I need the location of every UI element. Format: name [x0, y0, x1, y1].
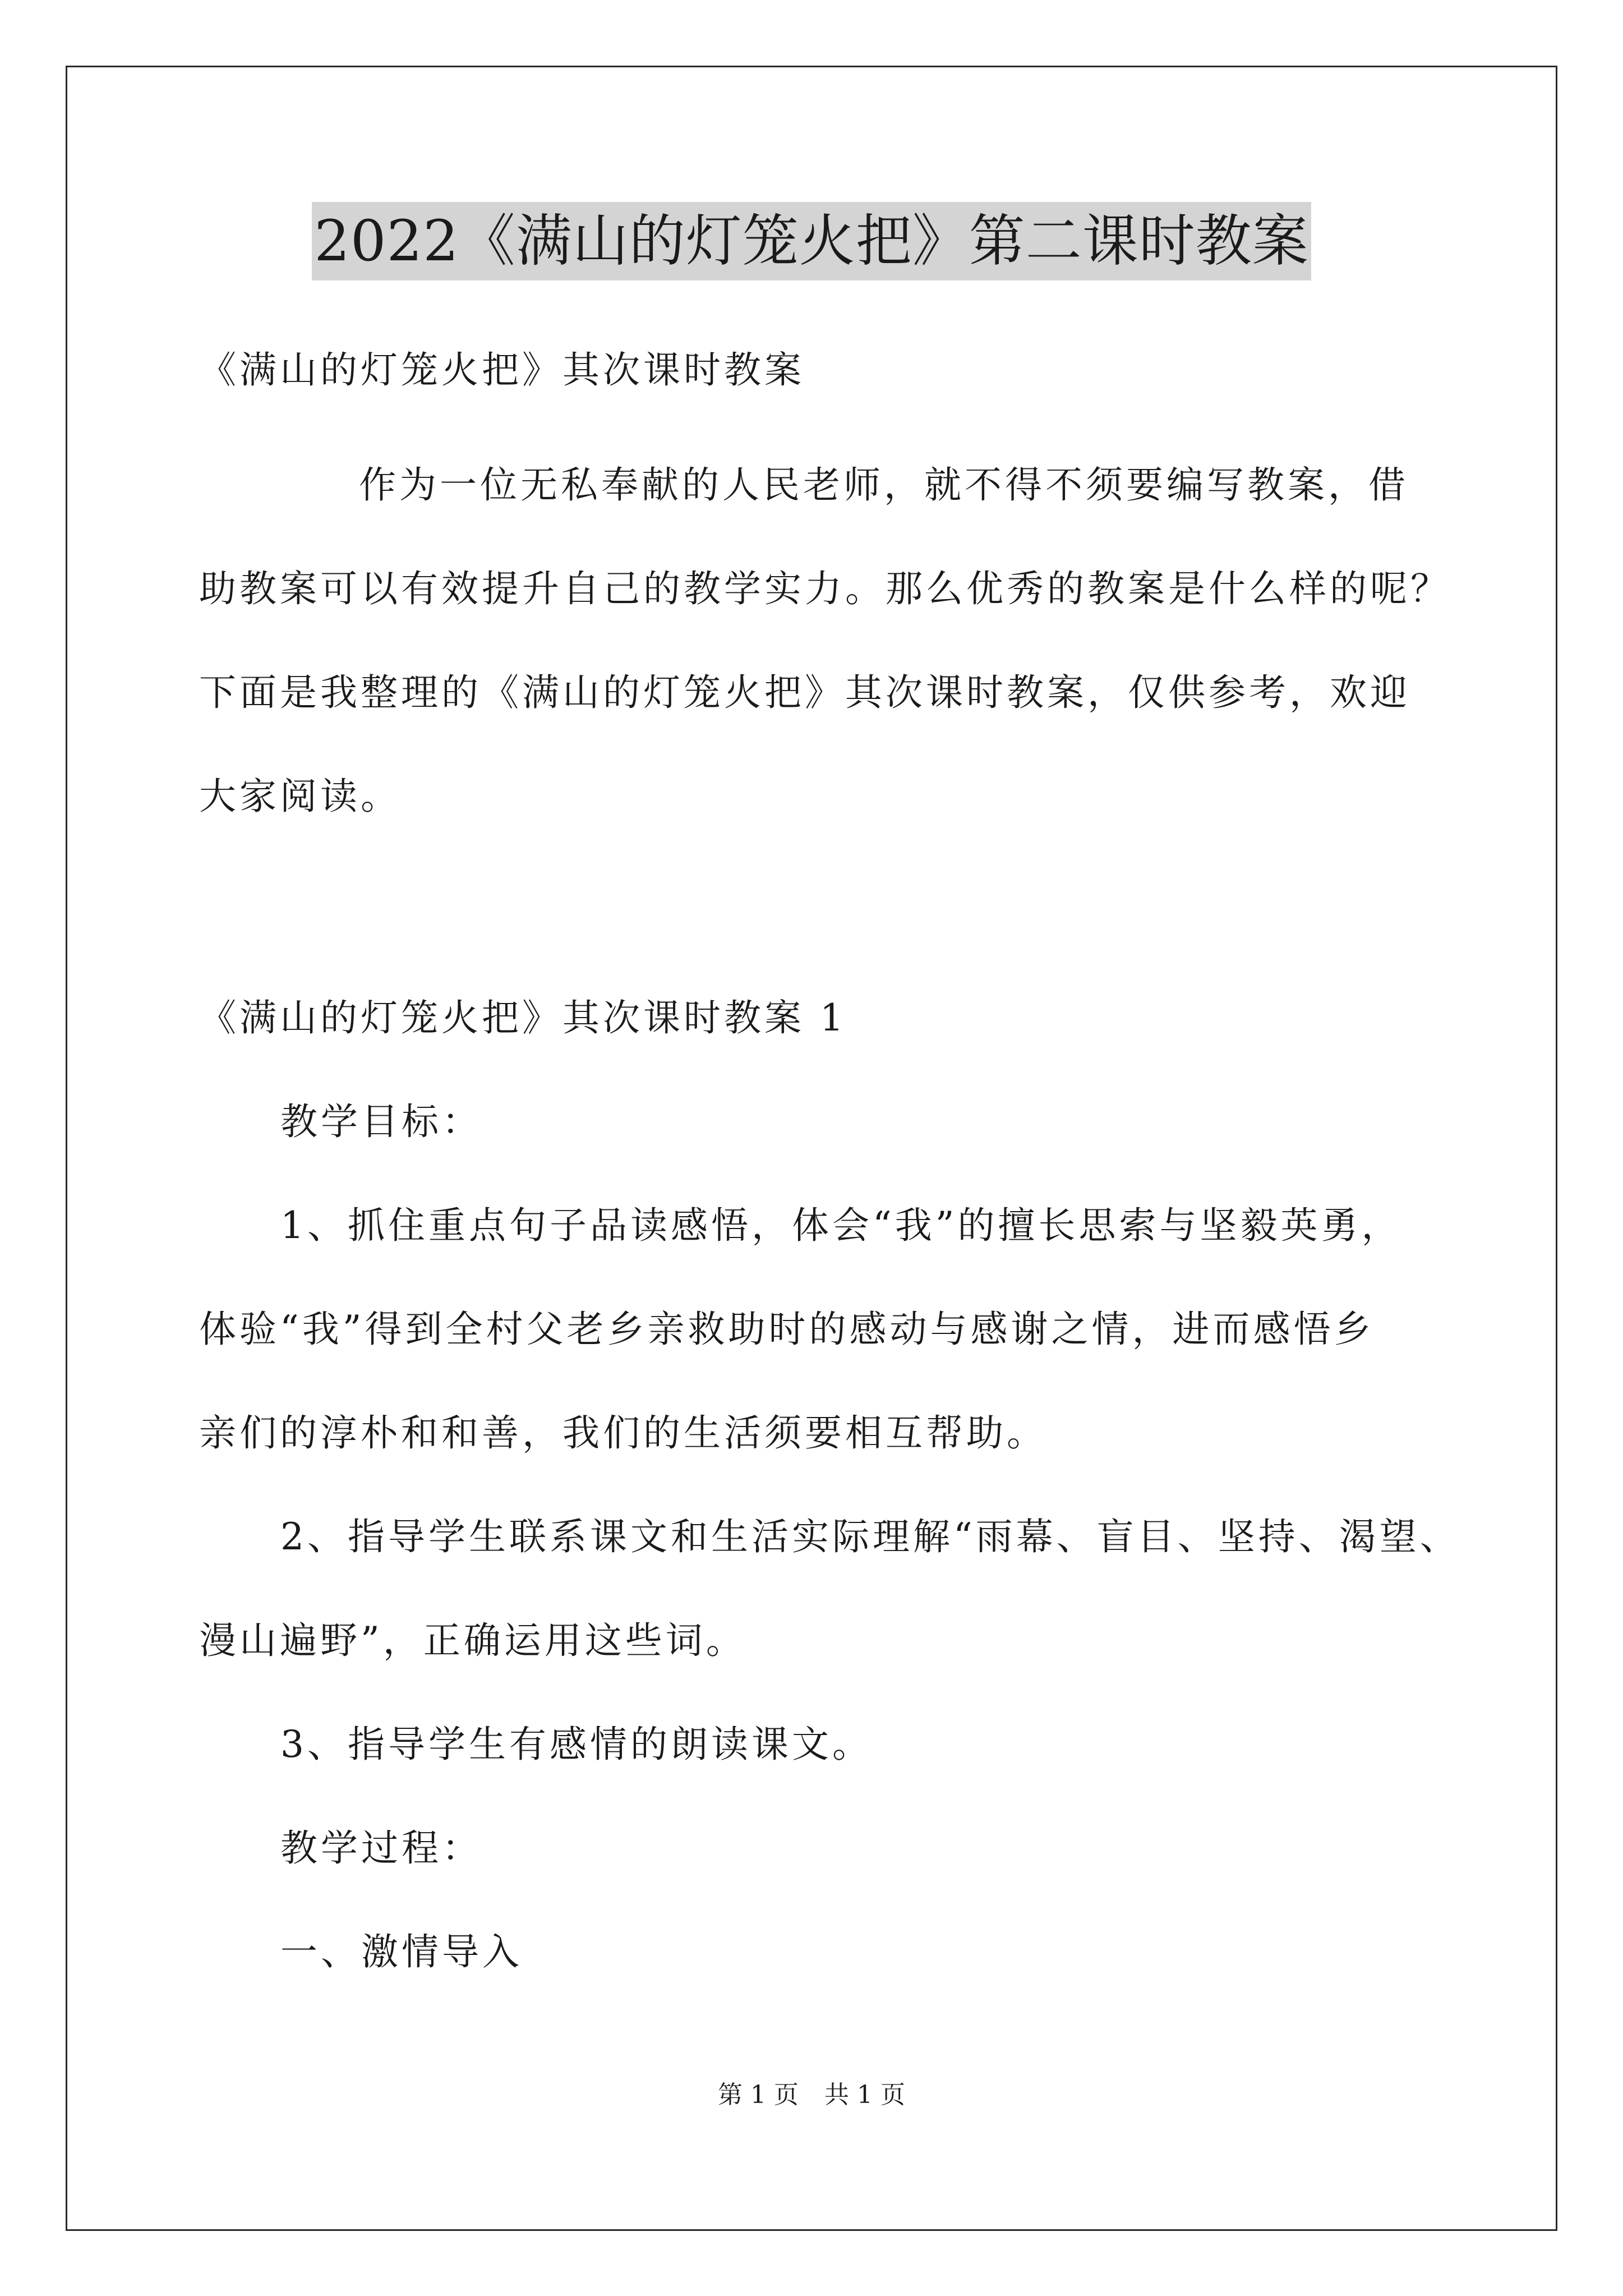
page-footer — [0, 2078, 1623, 2112]
page-total: 共 1 页 — [824, 2081, 905, 2109]
objective-3: 3、指导学生有感情的朗读课文。 — [280, 1723, 873, 1766]
intro-line-1: 作为一位无私奉献的人民老师，就不得不须要编写教案，借 — [359, 463, 1409, 507]
intro-line-2: 助教案可以有效提升自己的教学实力。那么优秀的教案是什么样的呢？ — [199, 567, 1451, 610]
page-number: 第 1 页 — [718, 2081, 799, 2109]
objectives-heading: 教学目标： — [280, 1100, 482, 1143]
title-container — [0, 202, 1623, 280]
section-heading: 《满山的灯笼火把》其次课时教案 1 — [199, 996, 847, 1039]
process-step-1: 一、激情导入 — [280, 1930, 523, 1973]
objective-2-line-2: 漫山遍野”，正确运用这些词。 — [199, 1619, 746, 1662]
objective-2-line-1: 2、指导学生联系课文和生活实际理解“雨幕、盲目、坚持、渴望、 — [280, 1515, 1460, 1558]
process-heading: 教学过程： — [280, 1826, 482, 1870]
objective-1-line-1: 1、抓住重点句子品读感悟，体会“我”的擅长思索与坚毅英勇， — [280, 1204, 1402, 1247]
objective-1-line-3: 亲们的淳朴和和善，我们的生活须要相互帮助。 — [199, 1411, 1047, 1455]
intro-line-3: 下面是我整理的《满山的灯笼火把》其次课时教案，仅供参考，欢迎 — [199, 671, 1410, 714]
document-title: 2022《满山的灯笼火把》第二课时教案 — [312, 202, 1311, 280]
intro-line-4: 大家阅读。 — [199, 775, 401, 818]
subtitle-line: 《满山的灯笼火把》其次课时教案 — [199, 348, 805, 392]
objective-1-line-2: 体验“我”得到全村父老乡亲救助时的感动与感谢之情，进而感悟乡 — [199, 1308, 1375, 1351]
